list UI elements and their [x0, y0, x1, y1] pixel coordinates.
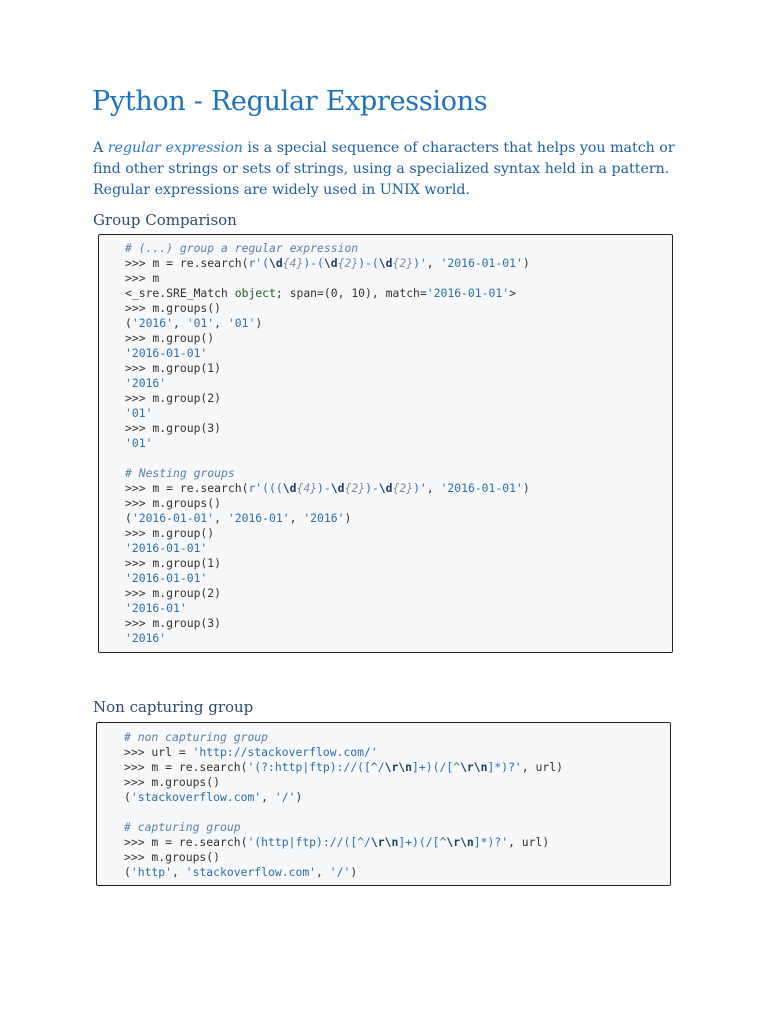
code-line — [124, 745, 670, 760]
code-token: r'( — [248, 256, 270, 270]
code-line — [124, 805, 670, 820]
code-token: >>> m.groups() — [124, 775, 221, 789]
code-token: {2} — [344, 481, 366, 495]
code-token: ]*)?' — [487, 760, 522, 774]
code-token: '01' — [125, 406, 153, 420]
code-token: >>> m.group(3) — [125, 616, 222, 630]
code-token: ]+)(/[^ — [398, 835, 447, 849]
code-token: '2016-01-01' — [125, 346, 208, 360]
code-token: '2016' — [125, 631, 167, 645]
code-token: '2016-01' — [227, 511, 290, 525]
code-token: {2} — [337, 256, 359, 270]
code-line — [125, 301, 672, 316]
code-token: , url) — [521, 760, 563, 774]
code-token: # (...) group a regular expression — [125, 241, 359, 255]
code-token: )-( — [303, 256, 324, 270]
code-token: '2016-01-01' — [440, 256, 523, 270]
code-token: >>> m.groups() — [125, 301, 222, 315]
code-token: >>> url = — [124, 745, 193, 759]
code-line — [124, 850, 670, 865]
code-token: \d — [378, 256, 393, 270]
code-token: >>> m.group() — [125, 331, 215, 345]
code-line — [125, 526, 672, 541]
code-token: {2} — [392, 481, 414, 495]
code-token: '(http|ftp)://([^/ — [247, 835, 371, 849]
code-token: '01' — [186, 316, 215, 330]
code-line — [125, 286, 672, 301]
code-line — [125, 271, 672, 286]
code-line — [125, 631, 672, 646]
page-title: Python - Regular Expressions — [92, 86, 488, 117]
code-token: '(?:http|ftp)://([^/ — [247, 760, 385, 774]
code-token: ]*)?' — [473, 835, 509, 849]
code-token: ; span=(0, 10), match= — [275, 286, 427, 300]
code-block-non-capturing-group — [96, 722, 671, 886]
code-token: # Nesting groups — [125, 466, 235, 480]
code-token: ( — [124, 790, 131, 804]
code-token: ( — [124, 865, 131, 879]
code-token: )- — [365, 481, 379, 495]
code-line — [125, 346, 672, 361]
code-token: '/' — [274, 790, 296, 804]
code-line — [125, 466, 672, 481]
code-token: \r\n — [460, 760, 488, 774]
code-token: )- — [317, 481, 331, 495]
code-line — [125, 496, 672, 511]
code-token: \d — [323, 256, 338, 270]
code-token: ( — [125, 316, 132, 330]
code-token: \d — [282, 481, 297, 495]
code-token: )-( — [358, 256, 379, 270]
code-token: \d — [330, 481, 345, 495]
code-token: '2016' — [303, 511, 345, 525]
code-token: # non capturing group — [124, 730, 269, 744]
code-token: '/' — [329, 865, 351, 879]
code-token: {2} — [392, 256, 414, 270]
section-heading-non-capturing-group: Non capturing group — [93, 698, 254, 716]
code-line — [125, 541, 672, 556]
code-token: >>> m.group(3) — [125, 421, 222, 435]
code-token: ) — [350, 865, 358, 879]
code-line — [125, 586, 672, 601]
code-token: ) — [522, 481, 530, 495]
code-token: 'stackoverflow.com' — [130, 790, 262, 804]
code-token: '2016-01-01' — [125, 571, 208, 585]
code-token: ]+)(/[^ — [412, 760, 461, 774]
code-token: >>> m = re.search( — [124, 760, 248, 774]
code-token: \r\n — [370, 835, 399, 849]
code-token: >>> m.group(2) — [125, 391, 222, 405]
code-line — [125, 451, 672, 466]
code-token: >>> m.group(1) — [125, 556, 222, 570]
code-token: \d — [269, 256, 283, 270]
code-token: )' — [413, 481, 427, 495]
code-token: ( — [125, 511, 132, 525]
section-heading-group-comparison: Group Comparison — [93, 211, 237, 229]
code-token: '2016-01-01' — [426, 286, 510, 300]
code-line — [124, 835, 670, 850]
code-token: >>> m — [125, 271, 160, 285]
code-token: , — [289, 511, 304, 525]
code-token: , — [316, 865, 330, 879]
code-token: \r\n — [384, 760, 413, 774]
code-line — [124, 760, 670, 775]
code-token: > — [509, 286, 516, 300]
code-token: >>> m.group(1) — [125, 361, 222, 375]
code-token: >>> m.groups() — [125, 496, 222, 510]
code-token: '2016' — [125, 376, 167, 390]
code-token: \r\n — [446, 835, 474, 849]
code-token: {4} — [282, 256, 304, 270]
code-token: >>> m.group(2) — [125, 586, 222, 600]
code-token: ) — [344, 511, 352, 525]
code-token: object — [234, 286, 276, 300]
code-line — [124, 865, 670, 880]
code-token: '2016-01-01' — [440, 481, 523, 495]
code-line — [125, 241, 672, 256]
code-token: \d — [378, 481, 393, 495]
code-line — [125, 316, 672, 331]
code-token: 'http' — [130, 865, 173, 879]
code-line — [124, 790, 670, 805]
code-token: ) — [295, 790, 303, 804]
code-token: , — [426, 256, 441, 270]
code-line — [125, 481, 672, 496]
code-line — [125, 556, 672, 571]
code-token: '01' — [227, 316, 256, 330]
intro-emphasis: regular expression — [107, 140, 243, 156]
intro-paragraph — [93, 138, 683, 201]
code-token: , — [426, 481, 441, 495]
code-line — [125, 256, 672, 271]
code-line — [125, 571, 672, 586]
code-line — [125, 511, 672, 526]
code-token: )' — [413, 256, 427, 270]
code-line — [125, 376, 672, 391]
code-token: '2016-01-01' — [125, 541, 208, 555]
code-token: , — [173, 316, 187, 330]
code-token: r'((( — [248, 481, 283, 495]
code-line — [125, 331, 672, 346]
code-token: , — [214, 511, 228, 525]
code-token: >>> m.groups() — [124, 850, 221, 864]
code-token: ) — [522, 256, 530, 270]
code-token: # capturing group — [124, 820, 241, 834]
code-line — [124, 775, 670, 790]
code-token: , url) — [508, 835, 550, 849]
code-token: 'stackoverflow.com' — [185, 865, 317, 879]
code-line — [125, 421, 672, 436]
code-token: ) — [255, 316, 263, 330]
code-line — [125, 391, 672, 406]
code-token: >>> m = re.search( — [125, 481, 249, 495]
code-token: '2016' — [131, 316, 174, 330]
code-token: {4} — [296, 481, 318, 495]
code-line — [125, 616, 672, 631]
code-block-group-comparison — [98, 234, 673, 653]
code-token: >>> m = re.search( — [125, 256, 249, 270]
code-token: 'http://stackoverflow.com/' — [192, 745, 378, 759]
code-line — [125, 436, 672, 451]
code-line — [124, 730, 670, 745]
code-token: >>> m = re.search( — [124, 835, 248, 849]
code-line — [125, 361, 672, 376]
code-token: >>> m.group() — [125, 526, 215, 540]
code-token: '2016-01' — [125, 601, 187, 615]
code-token: , — [261, 790, 275, 804]
code-token: '01' — [125, 436, 153, 450]
intro-rest: is a special sequence of characters that helps you match or find other strings or sets of strings, using a specialized syntax held in a pattern. Regular expressions are widely used in UNIX world. — [93, 140, 675, 198]
code-token: <_sre.SRE_Match — [125, 286, 235, 300]
code-token: , — [172, 865, 186, 879]
code-line — [125, 601, 672, 616]
code-line — [124, 820, 670, 835]
code-line — [125, 406, 672, 421]
intro-prefix: A — [93, 140, 108, 156]
code-token: , — [214, 316, 228, 330]
code-token: '2016-01-01' — [131, 511, 215, 525]
